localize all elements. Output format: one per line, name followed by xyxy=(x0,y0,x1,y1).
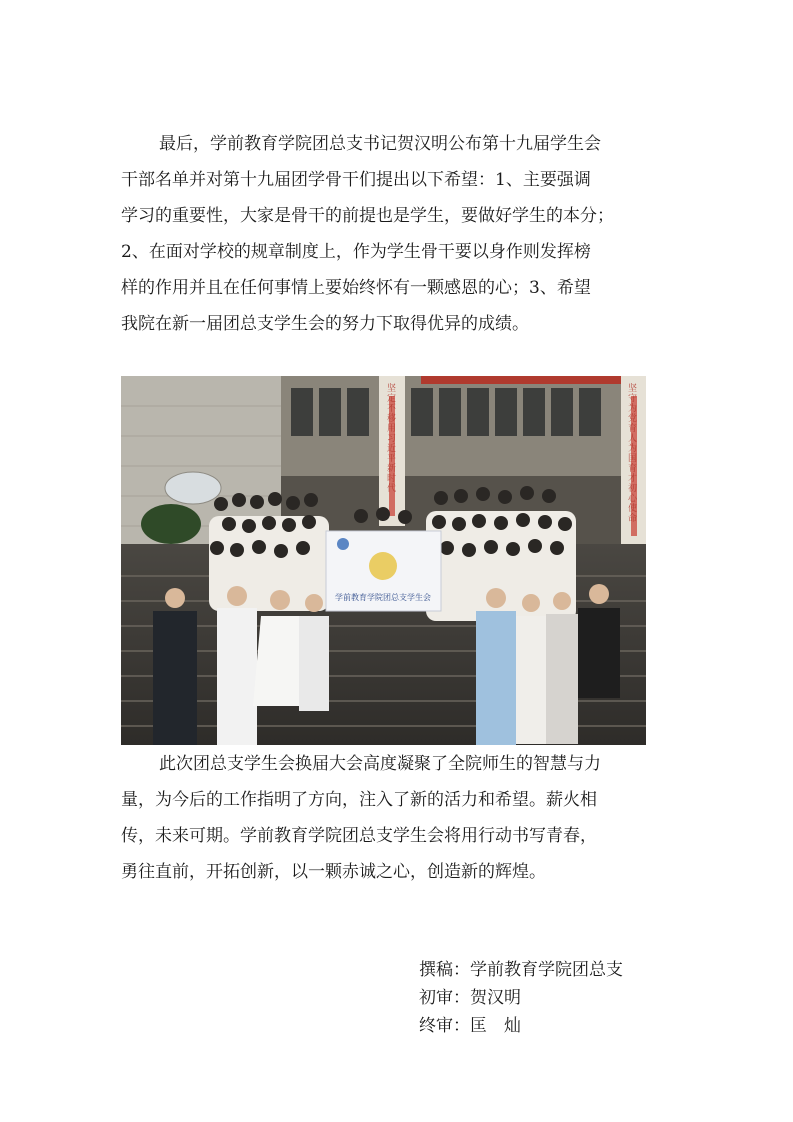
right-slogan: 坚守为党育人为国育才初心使命 xyxy=(628,384,638,524)
paragraph-line: 2、在面对学校的规章制度上，作为学生骨干要以身作则发挥榜 xyxy=(121,242,591,262)
paragraph-line: 样的作用并且在任何事情上要始终怀有一颗感恩的心；3、希望 xyxy=(121,278,591,298)
paragraph-line: 此次团总支学生会换届大会高度凝聚了全院师生的智慧与力 xyxy=(159,754,601,774)
paragraph-line: 勇往直前，开拓创新，以一颗赤诚之心，创造新的辉煌。 xyxy=(121,862,546,882)
paragraph-line: 最后，学前教育学院团总支书记贺汉明公布第十九届学生会 xyxy=(159,134,601,154)
paragraph-line: 我院在新一届团总支学生会的努力下取得优异的成绩。 xyxy=(121,314,529,334)
credit-final-review: 终审：匡 灿 xyxy=(419,1016,521,1036)
pillar-slogan: 坚定不移用习近平新时代 xyxy=(387,384,397,494)
banner-text: 学前教育学院团总支学生会 xyxy=(335,593,431,602)
paragraph-line: 干部名单并对第十九届团学骨干们提出以下希望：1、主要强调 xyxy=(121,170,591,190)
paragraph-line: 量，为今后的工作指明了方向，注入了新的活力和希望。薪火相 xyxy=(121,790,597,810)
paragraph-line: 学习的重要性，大家是骨干的前提也是学生，要做好学生的本分； xyxy=(121,206,614,226)
credit-author: 撰稿：学前教育学院团总支 xyxy=(419,960,623,980)
group-photo xyxy=(121,376,646,745)
credit-first-review: 初审：贺汉明 xyxy=(419,988,521,1008)
paragraph-line: 传，未来可期。学前教育学院团总支学生会将用行动书写青春， xyxy=(121,826,597,846)
